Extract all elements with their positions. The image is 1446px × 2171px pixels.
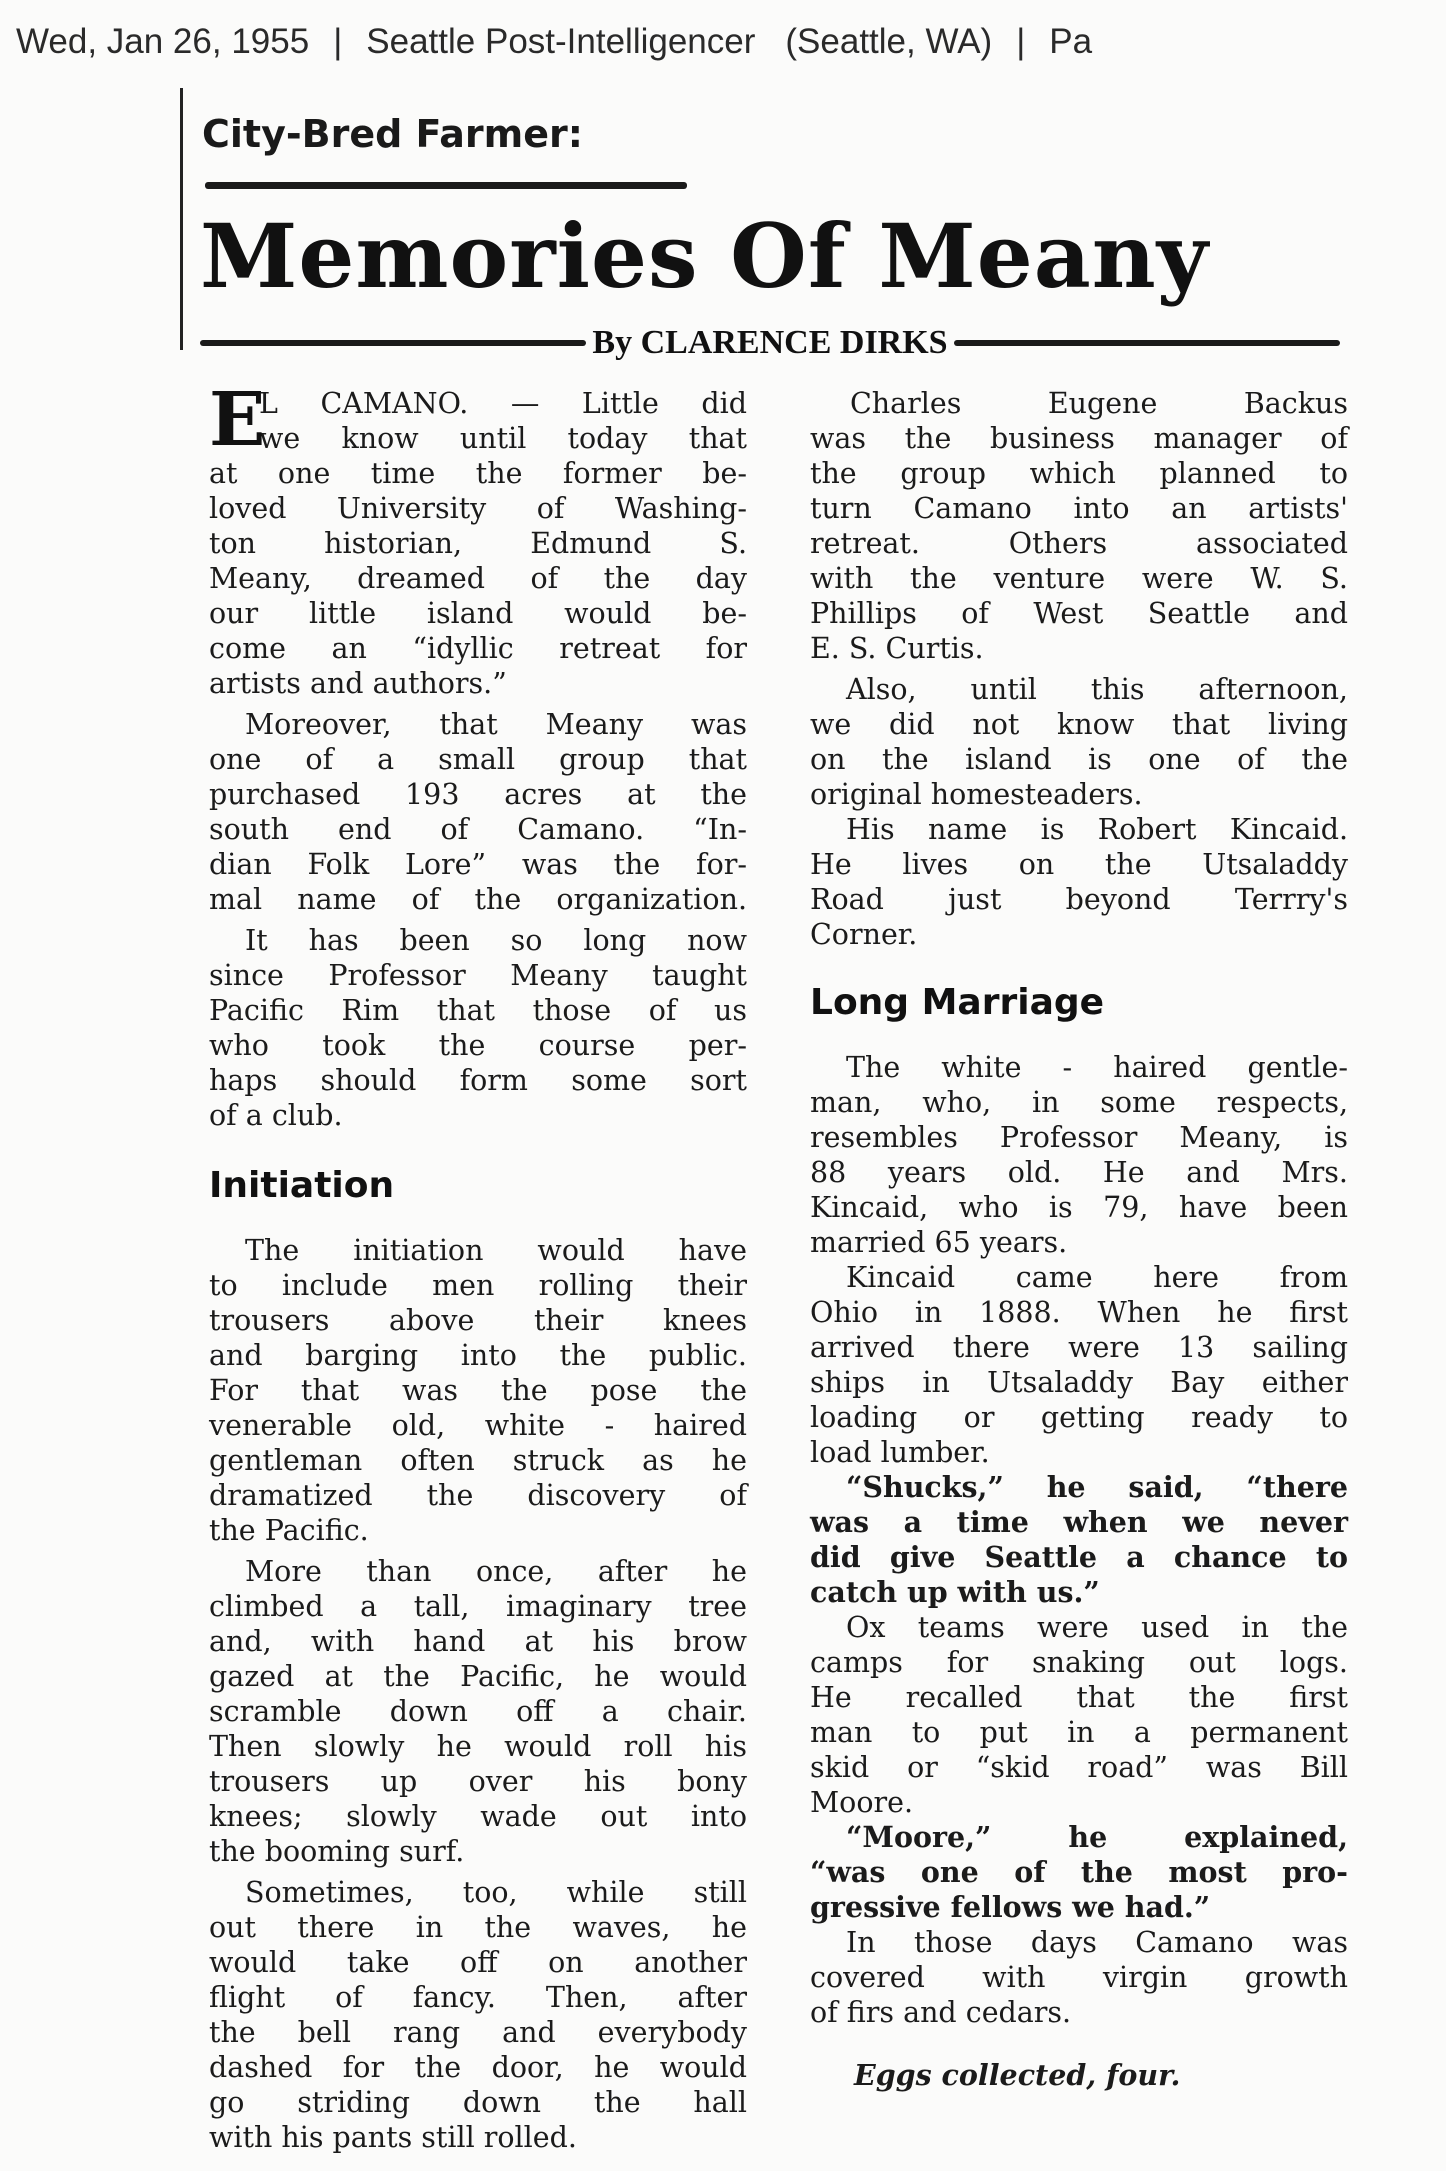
- paragraph: [209, 1875, 747, 2155]
- text-line: south end of Camano. “In-: [209, 813, 747, 846]
- text-line: artists and authors.”: [209, 667, 507, 700]
- text-line: of firs and cedars.: [810, 1996, 1072, 2029]
- text-line: come an “idyllic retreat for: [209, 632, 747, 665]
- closing-line: Eggs collected, four.: [854, 2058, 1181, 2092]
- text-line: Kincaid, who is 79, have been: [810, 1191, 1348, 1224]
- text-line: one of a small group that: [209, 743, 747, 776]
- text-line: retreat. Others associated: [810, 527, 1348, 560]
- text-line: at one time the former be-: [209, 457, 747, 490]
- paragraph: [209, 1554, 747, 1869]
- paragraph: [810, 1610, 1348, 1820]
- text-line: the booming surf.: [209, 1835, 465, 1868]
- text-line: purchased 193 acres at the: [209, 778, 747, 811]
- paragraph: [810, 1820, 1348, 1925]
- text-line: of a club.: [209, 1099, 343, 1132]
- article-headline: Memories Of Meany: [200, 204, 1209, 308]
- text-line: we did not know that living: [810, 708, 1348, 741]
- text-line: arrived there were 13 sailing: [810, 1331, 1348, 1364]
- text-line: climbed a tall, imaginary tree: [209, 1590, 747, 1623]
- source-bar: [16, 14, 1446, 70]
- text-line: loved University of Washing-: [209, 492, 747, 525]
- byline-rule-right: [954, 340, 1340, 346]
- paragraph: [810, 1925, 1348, 2030]
- text-line: dian Folk Lore” was the for-: [209, 848, 747, 881]
- text-line: camps for snaking out logs.: [810, 1646, 1348, 1679]
- text-line: venerable old, white - haired: [209, 1409, 747, 1442]
- separator: |: [333, 22, 343, 61]
- article-column-right: [810, 386, 1348, 2093]
- text-line: Pacific Rim that those of us: [209, 994, 747, 1027]
- text-line: Ohio in 1888. When he first: [810, 1296, 1348, 1329]
- text-line: dashed for the door, he would: [209, 2051, 747, 2084]
- byline-row: [200, 318, 1340, 368]
- text-line: our little island would be-: [209, 597, 747, 630]
- text-line: Then slowly he would roll his: [209, 1730, 747, 1763]
- publication-date: Wed, Jan 26, 1955: [16, 22, 310, 61]
- text-line: gazed at the Pacific, he would: [209, 1660, 747, 1693]
- text-line: mal name of the organization.: [209, 883, 747, 916]
- page-label: Pa: [1049, 22, 1093, 61]
- text-line: and barging into the public.: [209, 1339, 747, 1372]
- text-line: load lumber.: [810, 1436, 990, 1469]
- text-line: was a time when we never: [810, 1505, 1348, 1539]
- text-line: who took the course per-: [209, 1029, 747, 1062]
- text-line: covered with virgin growth: [810, 1961, 1348, 1994]
- byline: By CLARENCE DIRKS: [592, 324, 948, 361]
- text-line: since Professor Meany taught: [209, 959, 747, 992]
- text-line: with his pants still rolled.: [209, 2121, 577, 2154]
- text-line: go striding down the hall: [209, 2086, 747, 2119]
- paragraph: [209, 923, 747, 1133]
- text-line: The initiation would have: [245, 1234, 747, 1267]
- text-line: ships in Utsaladdy Bay either: [810, 1366, 1348, 1399]
- text-line: on the island is one of the: [810, 743, 1348, 776]
- text-line: It has been so long now: [245, 924, 747, 957]
- text-line: His name is Robert Kincaid.: [846, 813, 1348, 846]
- text-line: we know until today that: [259, 422, 747, 455]
- text-line: original homesteaders.: [810, 778, 1143, 811]
- text-line: flight of fancy. Then, after: [209, 1981, 747, 2014]
- byline-rule-left: [200, 340, 586, 346]
- text-line: He recalled that the first: [810, 1681, 1348, 1714]
- text-line: haps should form some sort: [209, 1064, 747, 1097]
- text-line: out there in the waves, he: [209, 1911, 747, 1944]
- text-line: In those days Camano was: [846, 1926, 1348, 1959]
- text-line: the bell rang and everybody: [209, 2016, 747, 2049]
- paragraph: [810, 1470, 1348, 1610]
- paragraph: [810, 812, 1348, 952]
- paragraph: [810, 1050, 1348, 1260]
- text-line: scramble down off a chair.: [209, 1695, 747, 1728]
- text-line: More than once, after he: [245, 1555, 747, 1588]
- text-line: gentleman often struck as he: [209, 1444, 747, 1477]
- text-line: turn Camano into an artists': [810, 492, 1348, 525]
- text-line: man to put in a permanent: [810, 1716, 1348, 1749]
- separator: |: [1016, 22, 1026, 61]
- text-line: with the venture were W. S.: [810, 562, 1348, 595]
- text-line: resembles Professor Meany, is: [810, 1121, 1348, 1154]
- kicker-rule: [205, 182, 687, 189]
- text-line: Road just beyond Terrry's: [810, 883, 1348, 916]
- text-line: would take off on another: [209, 1946, 747, 1979]
- text-line: man, who, in some respects,: [810, 1086, 1348, 1119]
- text-line: ton historian, Edmund S.: [209, 527, 747, 560]
- text-line: Moreover, that Meany was: [245, 708, 747, 741]
- subhead-long-marriage: Long Marriage: [810, 982, 1105, 1023]
- text-line: gressive fellows we had.”: [810, 1890, 1211, 1924]
- text-line: did give Seattle a chance to: [810, 1540, 1348, 1574]
- paragraph: [810, 386, 1348, 666]
- text-line: Moore.: [810, 1786, 914, 1819]
- text-line: “was one of the most pro-: [810, 1855, 1348, 1889]
- text-line: Charles Eugene Backus: [850, 387, 1348, 420]
- text-line: loading or getting ready to: [810, 1401, 1348, 1434]
- text-line: knees; slowly wade out into: [209, 1800, 747, 1833]
- text-line: Phillips of West Seattle and: [810, 597, 1348, 630]
- text-line: trousers up over his bony: [209, 1765, 747, 1798]
- text-line: Sometimes, too, while still: [245, 1876, 747, 1909]
- text-line: Corner.: [810, 918, 918, 951]
- text-line: married 65 years.: [810, 1226, 1068, 1259]
- paragraph: [209, 707, 747, 917]
- text-line: was the business manager of: [810, 422, 1348, 455]
- paragraph: [209, 377, 747, 701]
- paragraph: [810, 1260, 1348, 1470]
- text-line: The white - haired gentle-: [846, 1051, 1348, 1084]
- text-line: the group which planned to: [810, 457, 1348, 490]
- text-line: L CAMANO. — Little did: [259, 387, 747, 420]
- text-line: and, with hand at his brow: [209, 1625, 747, 1658]
- text-line: Also, until this afternoon,: [846, 673, 1348, 706]
- drop-cap: E: [209, 377, 266, 463]
- article-kicker: City-Bred Farmer:: [202, 112, 583, 156]
- text-line: the Pacific.: [209, 1514, 369, 1547]
- text-line: E. S. Curtis.: [810, 632, 984, 665]
- text-line: For that was the pose the: [209, 1374, 747, 1407]
- text-line: dramatized the discovery of: [209, 1479, 747, 1512]
- column-rule: [180, 88, 183, 350]
- text-line: 88 years old. He and Mrs.: [810, 1156, 1348, 1189]
- paragraph: [209, 1233, 747, 1548]
- publication-name: Seattle Post-Intelligencer: [366, 22, 756, 61]
- text-line: trousers above their knees: [209, 1304, 747, 1337]
- text-line: to include men rolling their: [209, 1269, 747, 1302]
- text-line: Kincaid came here from: [846, 1261, 1348, 1294]
- text-line: He lives on the Utsaladdy: [810, 848, 1348, 881]
- subhead-initiation: Initiation: [209, 1165, 395, 1206]
- text-line: Meany, dreamed of the day: [209, 562, 747, 595]
- text-line: catch up with us.”: [810, 1575, 1100, 1609]
- text-line: “Moore,” he explained,: [846, 1820, 1348, 1854]
- text-line: “Shucks,” he said, “there: [846, 1470, 1348, 1504]
- publication-location: (Seattle, WA): [785, 22, 993, 61]
- text-line: skid or “skid road” was Bill: [810, 1751, 1348, 1784]
- paragraph: [810, 672, 1348, 812]
- text-line: Ox teams were used in the: [846, 1611, 1348, 1644]
- article-column-left: [209, 377, 747, 2155]
